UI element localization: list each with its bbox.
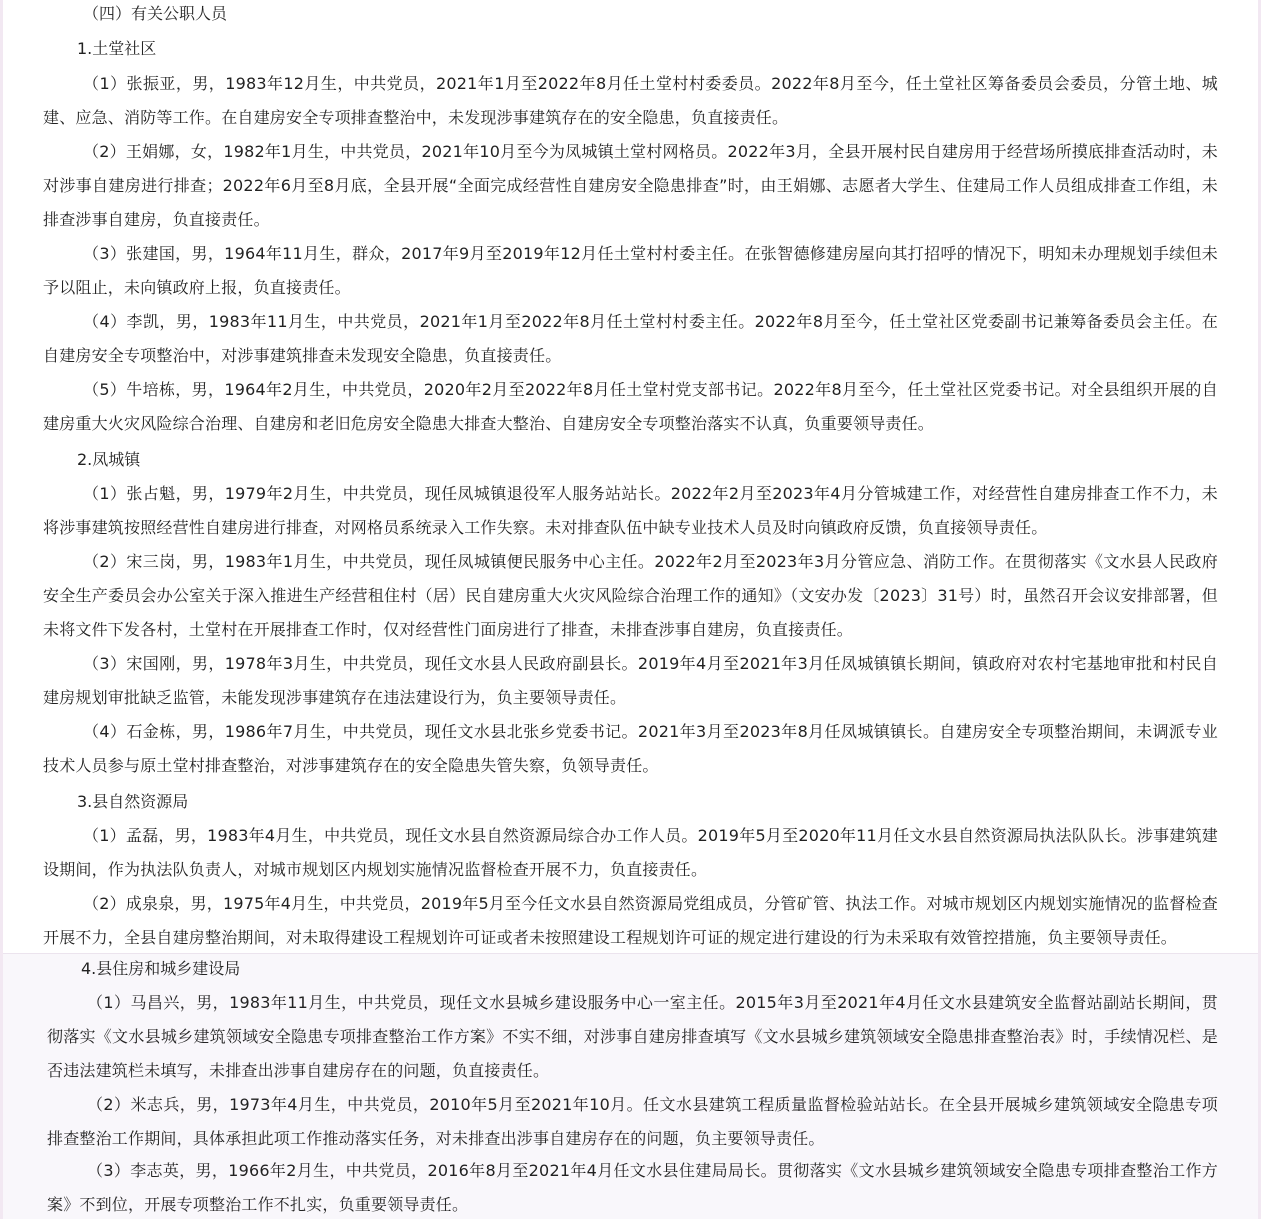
paragraph-3-1: （1）孟磊，男，1983年4月生，中共党员，现任文水县自然资源局综合办工作人员。2019年5月至2020年11月任文水县自然资源局执法队队长。涉事建筑建设期间，作为执法队负责人，对城市规划区内规划实施情况监督检查开展不力，负直接责任。 <box>43 826 1218 879</box>
paragraph-1-3: （3）张建国，男，1964年11月生，群众，2017年9月至2019年12月任土堂村村委主任。在张智德修建房屋向其打招呼的情况下，明知未办理规划手续但未予以阻止，未向镇政府上报，负直接责任。 <box>43 244 1218 297</box>
paragraph-4-2: （2）米志兵，男，1973年4月生，中共党员，2010年5月至2021年10月。任文水县建筑工程质量监督检验站站长。在全县开展城乡建筑领域安全隐患专项排查整治工作期间，具体承担此项工作推动落实任务，对未排查出涉事自建房存在的问题，负主要领导责任。 <box>47 1095 1218 1148</box>
paragraph-1-4: （4）李凯，男，1983年11月生，中共党员，2021年1月至2022年8月任土堂村村委主任。2022年8月至今，任土堂社区党委副书记兼筹备委员会主任。在自建房安全专项整治中，对涉事建筑排查未发现安全隐患，负直接责任。 <box>43 312 1218 365</box>
document-upper-section <box>3 0 1258 953</box>
group-heading-2: 2.凤城镇 <box>77 450 141 469</box>
paragraph-2-4: （4）石金栋，男，1986年7月生，中共党员，现任文水县北张乡党委书记。2021年3月至2023年8月任凤城镇镇长。自建房安全专项整治期间，未调派专业技术人员参与原土堂村排查整治，对涉事建筑存在的安全隐患失管失察，负领导责任。 <box>43 722 1218 775</box>
group-heading-4: 4.县住房和城乡建设局 <box>81 959 241 978</box>
paragraph-1-2: （2）王娟娜，女，1982年1月生，中共党员，2021年10月至今为凤城镇土堂村网格员。2022年3月，全县开展村民自建房用于经营场所摸底排查活动时，未对涉事自建房进行排查；2022年6月至8月底，全县开展“全面完成经营性自建房安全隐患排查”时，由王娟娜、志愿者大学生、住建局工作人员组成排查工作组，未排查涉事自建房，负直接责任。 <box>43 142 1218 229</box>
paragraph-1-5: （5）牛培栋，男，1964年2月生，中共党员，2020年2月至2022年8月任土堂村党支部书记。2022年8月至今，任土堂社区党委书记。对全县组织开展的自建房重大火灾风险综合治理、自建房和老旧危房安全隐患大排查大整治、自建房安全专项整治落实不认真，负重要领导责任。 <box>43 380 1218 433</box>
paragraph-3-2: （2）成泉泉，男，1975年4月生，中共党员，2019年5月至今任文水县自然资源局党组成员，分管矿管、执法工作。对城市规划区内规划实施情况的监督检查开展不力，全县自建房整治期间，对未取得建设工程规划许可证或者未按照建设工程规划许可证的规定进行建设的行为未采取有效管控措施，负主要领导责任。 <box>43 894 1218 947</box>
paragraph-2-2: （2）宋三岗，男，1983年1月生，中共党员，现任凤城镇便民服务中心主任。2022年2月至2023年3月分管应急、消防工作。在贯彻落实《文水县人民政府安全生产委员会办公室关于深入推进生产经营租住村（居）民自建房重大火灾风险综合治理工作的通知》（文安办发〔2023〕31号）时，虽然召开会议安排部署，但未将文件下发各村，土堂村在开展排查工作时，仅对经营性门面房进行了排查，未排查涉事自建房，负直接责任。 <box>43 552 1218 639</box>
paragraph-1-1: （1）张振亚，男，1983年12月生，中共党员，2021年1月至2022年8月任土堂村村委委员。2022年8月至今，任土堂社区筹备委员会委员，分管土地、城建、应急、消防等工作。在自建房安全专项排查整治中，未发现涉事建筑存在的安全隐患，负直接责任。 <box>43 74 1218 127</box>
paragraph-2-3: （3）宋国刚，男，1978年3月生，中共党员，现任文水县人民政府副县长。2019年4月至2021年3月任凤城镇镇长期间，镇政府对农村宅基地审批和村民自建房规划审批缺乏监管，未能发现涉事建筑存在违法建设行为，负主要领导责任。 <box>43 654 1218 707</box>
paragraph-4-1: （1）马昌兴，男，1983年11月生，中共党员，现任文水县城乡建设服务中心一室主任。2015年3月至2021年4月任文水县建筑安全监督站副站长期间，贯彻落实《文水县城乡建筑领域安全隐患专项排查整治工作方案》不实不细，对涉事自建房排查填写《文水县城乡建筑领域安全隐患排查整治表》时，手续情况栏、是否违法建筑栏未填写，未排查出涉事自建房存在的问题，负直接责任。 <box>47 993 1218 1080</box>
paragraph-2-1: （1）张占魁，男，1979年2月生，中共党员，现任凤城镇退役军人服务站站长。2022年2月至2023年4月分管城建工作，对经营性自建房排查工作不力，未将涉事建筑按照经营性自建房进行排查，对网格员系统录入工作失察。未对排查队伍中缺专业技术人员及时向镇政府反馈，负直接领导责任。 <box>43 484 1218 537</box>
paragraph-4-3: （3）李志英，男，1966年2月生，中共党员，2016年8月至2021年4月任文水县住建局局长。贯彻落实《文水县城乡建筑领域安全隐患专项排查整治工作方案》不到位，开展专项整治工作不扎实，负重要领导责任。 <box>47 1161 1218 1214</box>
group-heading-1: 1.土堂社区 <box>77 39 157 58</box>
section-title: （四）有关公职人员 <box>83 4 228 23</box>
document-lower-section <box>3 953 1258 1219</box>
group-heading-3: 3.县自然资源局 <box>77 792 189 811</box>
